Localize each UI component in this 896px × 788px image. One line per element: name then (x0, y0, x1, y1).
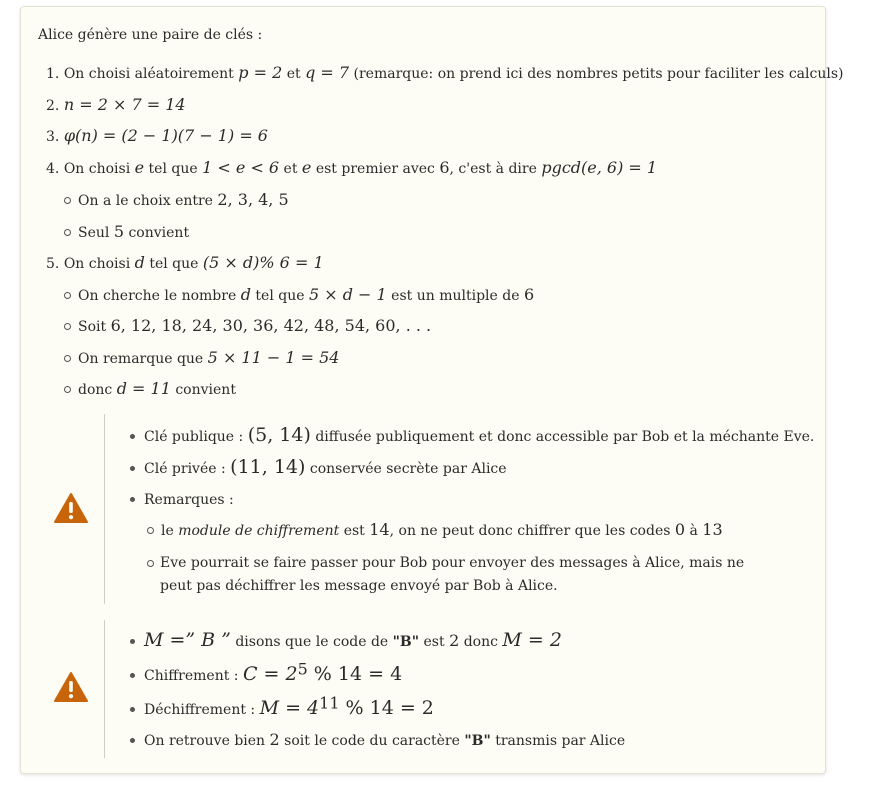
step-5-sub-2: Soit 6, 12, 18, 24, 30, 36, 42, 48, 54, 60, . . . (64, 315, 431, 338)
warning-triangle-icon (54, 671, 88, 703)
dot-bullet-icon (130, 434, 135, 439)
public-key-item: Clé publique : (5, 14) diffusée publiquement et donc accessible par Bob et la méchante Eve. (130, 424, 814, 448)
remark-2: Eve pourrait se faire passer pour Bob pour envoyer des messages à Alice, mais ne peut pas déchiffrer les message envoyé par Bob à Alice. (147, 552, 777, 598)
circle-bullet-icon (147, 560, 154, 567)
admonition-1-divider (104, 414, 105, 604)
step-4-sub-1: On a le choix entre 2, 3, 4, 5 (64, 189, 289, 212)
dot-bullet-icon (130, 497, 135, 502)
encryption-item: Chiffrement : $C = 2^5$ % 14 = 4 (130, 663, 402, 687)
step-5-sub-3: On remarque que 5 × 11 − 1 = 54 (64, 347, 339, 370)
private-key-item: Clé privée : (11, 14) conservée secrète par Alice (130, 456, 507, 480)
circle-bullet-icon (147, 527, 154, 534)
step-2: 2. n = 2 × 7 = 14 (46, 95, 186, 114)
circle-bullet-icon (64, 386, 71, 393)
step-1: 1. On choisi aléatoirement p = 2 et q = 7 (remarque: on prend ici des nombres petits pour faciliter les calculs) (46, 63, 844, 82)
step-5-sub-4: donc d = 11 convient (64, 378, 236, 401)
remarks-item: Remarques : (130, 489, 234, 511)
admonition-2-divider (104, 620, 105, 758)
dot-bullet-icon (130, 738, 135, 743)
circle-bullet-icon (64, 292, 71, 299)
circle-bullet-icon (64, 197, 71, 204)
dot-bullet-icon (130, 673, 135, 678)
step-3: 3. φ(n) = (2 − 1)(7 − 1) = 6 (46, 126, 268, 145)
message-definition-item: M =” B ” disons que le code de "B" est 2 donc M = 2 (130, 629, 562, 653)
intro-text: Alice génère une paire de clés : (38, 27, 263, 43)
circle-bullet-icon (64, 229, 71, 236)
result-item: On retrouve bien 2 soit le code du caractère "B" transmis par Alice (130, 729, 625, 752)
step-4: 4. On choisi e tel que 1 < e < 6 et e est premier avec 6, c'est à dire pgcd(e, 6) = 1 (46, 158, 658, 177)
remark-1: le module de chiffrement est 14, on ne peut donc chiffrer que les codes 0 à 13 (147, 519, 723, 542)
step-5-sub-1: On cherche le nombre d tel que 5 × d − 1 est un multiple de 6 (64, 284, 534, 307)
dot-bullet-icon (130, 466, 135, 471)
dot-bullet-icon (130, 639, 135, 644)
step-5: 5. On choisi d tel que (5 × d)% 6 = 1 (46, 253, 324, 272)
circle-bullet-icon (64, 323, 71, 330)
dot-bullet-icon (130, 707, 135, 712)
circle-bullet-icon (64, 355, 71, 362)
decryption-item: Déchiffrement : $M = 4^{11}$ % 14 = 2 (130, 697, 434, 721)
warning-triangle-icon (54, 492, 88, 524)
step-4-sub-2: Seul 5 convient (64, 221, 189, 244)
